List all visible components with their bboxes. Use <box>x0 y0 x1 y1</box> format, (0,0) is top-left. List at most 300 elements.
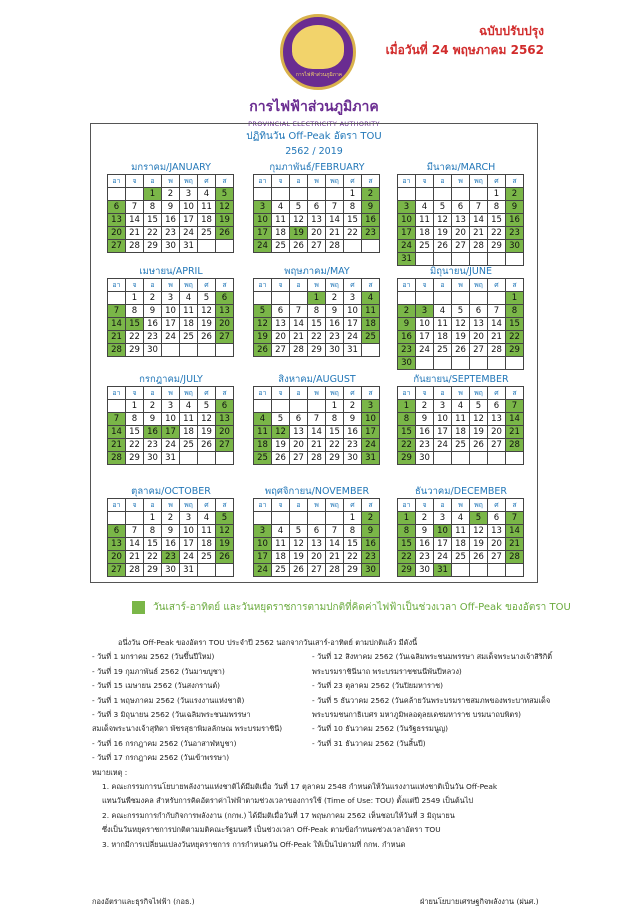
day-cell: 11 <box>452 413 470 426</box>
day-cell-offpeak: 26 <box>254 344 272 357</box>
day-cell-offpeak: 9 <box>398 318 416 331</box>
day-cell: 20 <box>488 538 506 551</box>
day-cell: 4 <box>198 512 216 525</box>
day-cell: 1 <box>344 512 362 525</box>
day-cell: 10 <box>344 305 362 318</box>
day-cell: 29 <box>308 344 326 357</box>
day-cell-empty <box>452 292 470 305</box>
day-cell: 31 <box>180 240 198 253</box>
day-cell: 2 <box>326 292 344 305</box>
day-cell: 25 <box>180 331 198 344</box>
day-cell: 18 <box>416 227 434 240</box>
day-cell: 12 <box>434 214 452 227</box>
month-name: มกราคม/JANUARY <box>131 162 211 173</box>
day-cell-offpeak: 9 <box>362 525 380 538</box>
day-cell-empty <box>216 240 234 253</box>
day-cell-offpeak: 24 <box>398 240 416 253</box>
day-cell: 14 <box>126 538 144 551</box>
day-cell: 5 <box>452 305 470 318</box>
day-cell-offpeak: 27 <box>216 439 234 452</box>
day-cell: 23 <box>144 331 162 344</box>
calendar-box <box>90 123 538 583</box>
day-cell: 14 <box>326 538 344 551</box>
day-cell-offpeak: 11 <box>362 305 380 318</box>
month-name: มิถุนายน/JUNE <box>430 266 492 277</box>
day-cell: 3 <box>180 512 198 525</box>
day-cell: 17 <box>180 538 198 551</box>
day-cell: 18 <box>272 227 290 240</box>
day-cell: 1 <box>126 400 144 413</box>
day-cell-offpeak: 23 <box>398 344 416 357</box>
day-cell-offpeak: 9 <box>506 201 524 214</box>
day-cell-offpeak: 31 <box>362 452 380 465</box>
day-cell: 9 <box>162 201 180 214</box>
day-cell: 18 <box>434 331 452 344</box>
day-cell: 11 <box>198 525 216 538</box>
day-cell-empty <box>488 452 506 465</box>
remarks-list <box>92 780 562 852</box>
day-cell: 29 <box>344 564 362 577</box>
day-cell-empty <box>216 452 234 465</box>
weekday-header: จ <box>272 387 290 400</box>
day-cell: 9 <box>162 525 180 538</box>
day-cell-offpeak: 30 <box>398 357 416 370</box>
day-cell: 1 <box>344 188 362 201</box>
day-cell: 5 <box>434 201 452 214</box>
day-cell: 7 <box>326 201 344 214</box>
day-cell: 26 <box>470 551 488 564</box>
day-cell: 10 <box>434 413 452 426</box>
day-cell: 8 <box>144 201 162 214</box>
day-cell-offpeak: 24 <box>362 439 380 452</box>
day-cell: 15 <box>326 426 344 439</box>
day-cell-empty <box>198 344 216 357</box>
weekday-header: อ <box>434 499 452 512</box>
day-cell: 28 <box>326 240 344 253</box>
day-cell: 26 <box>290 564 308 577</box>
day-cell: 22 <box>344 551 362 564</box>
day-cell-offpeak: 25 <box>362 331 380 344</box>
month-block <box>253 486 381 577</box>
weekday-header: อา <box>254 499 272 512</box>
day-cell-offpeak: 7 <box>108 305 126 318</box>
weekday-header: อา <box>108 387 126 400</box>
weekday-header: พฤ <box>326 279 344 292</box>
legend <box>132 600 571 615</box>
day-cell: 4 <box>452 512 470 525</box>
month-name: สิงหาคม/AUGUST <box>278 374 356 385</box>
weekday-header: พ <box>308 499 326 512</box>
day-cell-offpeak: 21 <box>108 331 126 344</box>
day-cell: 14 <box>326 214 344 227</box>
day-cell: 15 <box>144 538 162 551</box>
weekday-header: อา <box>108 175 126 188</box>
day-cell-offpeak: 6 <box>216 400 234 413</box>
day-cell: 18 <box>198 214 216 227</box>
day-cell: 16 <box>416 426 434 439</box>
weekday-header: จ <box>126 499 144 512</box>
weekday-header: ส <box>362 175 380 188</box>
holiday-item: - วันที่ 1 มกราคม 2562 (วันขึ้นปีใหม่) <box>92 652 215 662</box>
weekday-header: พ <box>308 279 326 292</box>
weekday-header: จ <box>416 387 434 400</box>
weekday-header: อ <box>144 175 162 188</box>
weekday-header: อ <box>290 175 308 188</box>
day-cell-offpeak: 7 <box>506 400 524 413</box>
day-cell: 3 <box>434 512 452 525</box>
day-cell-offpeak: 1 <box>144 188 162 201</box>
weekday-header: พ <box>308 175 326 188</box>
day-cell: 31 <box>180 564 198 577</box>
day-cell: 14 <box>290 318 308 331</box>
day-cell: 6 <box>308 201 326 214</box>
weekday-header: พ <box>452 387 470 400</box>
weekday-header: อ <box>144 279 162 292</box>
day-cell-offpeak: 19 <box>254 331 272 344</box>
holiday-item: - วันที่ 31 ธันวาคม 2562 (วันสิ้นปี) <box>312 738 426 748</box>
day-cell: 28 <box>126 240 144 253</box>
day-cell-offpeak: 27 <box>108 564 126 577</box>
day-cell-offpeak: 7 <box>506 512 524 525</box>
day-cell: 25 <box>416 240 434 253</box>
day-cell: 8 <box>344 525 362 538</box>
day-cell: 1 <box>488 188 506 201</box>
day-cell-offpeak: 18 <box>254 439 272 452</box>
day-cell: 5 <box>198 400 216 413</box>
day-cell: 16 <box>162 214 180 227</box>
holiday-item: พระบรมชนกาธิเบศร มหาภูมิพลอดุลยเดชมหาราช บรมนาถบพิตร) <box>312 710 522 720</box>
day-cell-empty <box>452 564 470 577</box>
day-cell: 8 <box>344 201 362 214</box>
footer-right: ฝ่ายนโยบายเศรษฐกิจพลังงาน (ฝนศ.) <box>420 897 539 906</box>
day-cell: 24 <box>434 439 452 452</box>
weekday-header: ส <box>216 279 234 292</box>
day-cell: 21 <box>326 551 344 564</box>
day-cell-offpeak: 29 <box>506 344 524 357</box>
day-cell: 8 <box>326 413 344 426</box>
day-cell-offpeak: 3 <box>254 201 272 214</box>
day-cell-offpeak: 21 <box>108 439 126 452</box>
day-cell: 4 <box>180 400 198 413</box>
weekday-header: พฤ <box>326 499 344 512</box>
day-cell-offpeak: 23 <box>506 227 524 240</box>
day-cell: 30 <box>162 564 180 577</box>
holiday-item: - วันที่ 10 ธันวาคม 2562 (วันรัฐธรรมนูญ) <box>312 724 449 734</box>
holiday-item: - วันที่ 15 เมษายน 2562 (วันสงกรานต์) <box>92 681 221 691</box>
day-cell: 13 <box>272 318 290 331</box>
day-cell: 10 <box>180 525 198 538</box>
day-cell: 22 <box>326 439 344 452</box>
day-cell: 10 <box>162 305 180 318</box>
day-cell: 17 <box>180 214 198 227</box>
day-cell: 21 <box>126 551 144 564</box>
weekday-header: พฤ <box>326 175 344 188</box>
day-cell: 24 <box>180 227 198 240</box>
month-name: กันยายน/SEPTEMBER <box>413 374 509 385</box>
weekday-header: ศ <box>198 499 216 512</box>
day-cell-offpeak: 15 <box>126 318 144 331</box>
weekday-header: ศ <box>488 499 506 512</box>
day-cell-offpeak: 20 <box>108 551 126 564</box>
day-cell-offpeak: 27 <box>216 331 234 344</box>
day-cell-offpeak: 22 <box>398 439 416 452</box>
day-cell: 12 <box>290 538 308 551</box>
day-cell: 30 <box>416 452 434 465</box>
day-cell: 4 <box>198 188 216 201</box>
month-block <box>253 374 381 465</box>
holiday-item: - วันที่ 17 กรกฎาคม 2562 (วันเข้าพรรษา) <box>92 753 230 763</box>
day-cell-offpeak: 22 <box>398 551 416 564</box>
day-cell-offpeak: 2 <box>506 188 524 201</box>
day-cell: 10 <box>162 413 180 426</box>
day-cell-empty <box>452 188 470 201</box>
day-cell-empty <box>290 512 308 525</box>
day-cell-offpeak: 1 <box>308 292 326 305</box>
day-cell-offpeak: 5 <box>216 188 234 201</box>
day-cell-empty <box>488 253 506 266</box>
weekday-header: ศ <box>198 175 216 188</box>
day-cell: 5 <box>290 201 308 214</box>
day-cell: 8 <box>126 305 144 318</box>
day-cell: 30 <box>326 344 344 357</box>
month-name: พฤษภาคม/MAY <box>284 266 350 277</box>
day-cell: 6 <box>488 512 506 525</box>
month-grid <box>253 498 380 577</box>
day-cell: 16 <box>144 318 162 331</box>
day-cell: 27 <box>290 452 308 465</box>
day-cell: 21 <box>126 227 144 240</box>
day-cell: 16 <box>416 538 434 551</box>
day-cell: 29 <box>126 452 144 465</box>
day-cell-empty <box>254 188 272 201</box>
day-cell-empty <box>108 512 126 525</box>
day-cell: 26 <box>290 240 308 253</box>
calendar-year: 2562 / 2019 <box>285 146 343 157</box>
weekday-header: ส <box>506 279 524 292</box>
day-cell-empty <box>416 188 434 201</box>
day-cell-offpeak: 8 <box>398 413 416 426</box>
day-cell-offpeak: 24 <box>254 564 272 577</box>
day-cell-empty <box>452 452 470 465</box>
weekday-header: ส <box>362 387 380 400</box>
weekday-header: อ <box>144 499 162 512</box>
day-cell-offpeak: 25 <box>254 452 272 465</box>
day-cell-empty <box>398 292 416 305</box>
day-cell-offpeak: 28 <box>506 551 524 564</box>
day-cell: 23 <box>144 439 162 452</box>
day-cell-empty <box>290 292 308 305</box>
day-cell-offpeak: 10 <box>254 214 272 227</box>
day-cell: 22 <box>126 331 144 344</box>
day-cell: 24 <box>416 344 434 357</box>
month-block <box>397 486 525 577</box>
weekday-header: อา <box>254 175 272 188</box>
pea-logo <box>280 14 356 90</box>
day-cell: 18 <box>452 538 470 551</box>
day-cell: 24 <box>344 331 362 344</box>
day-cell-empty <box>180 344 198 357</box>
day-cell: 2 <box>416 512 434 525</box>
day-cell-empty <box>452 253 470 266</box>
day-cell: 5 <box>290 525 308 538</box>
day-cell-offpeak: 12 <box>216 201 234 214</box>
day-cell: 25 <box>452 551 470 564</box>
day-cell-offpeak: 2 <box>362 512 380 525</box>
day-cell: 24 <box>162 439 180 452</box>
day-cell: 6 <box>452 201 470 214</box>
day-cell-offpeak: 10 <box>362 413 380 426</box>
weekday-header: พฤ <box>180 175 198 188</box>
day-cell-offpeak: 21 <box>506 426 524 439</box>
day-cell: 30 <box>344 452 362 465</box>
day-cell-offpeak: 10 <box>434 525 452 538</box>
day-cell-empty <box>506 253 524 266</box>
weekday-header: พ <box>162 387 180 400</box>
day-cell: 25 <box>272 564 290 577</box>
weekday-header: พฤ <box>326 387 344 400</box>
day-cell-offpeak: 17 <box>362 426 380 439</box>
weekday-header: ศ <box>344 175 362 188</box>
weekday-header: พ <box>452 279 470 292</box>
month-block <box>397 162 525 266</box>
day-cell-offpeak: 3 <box>362 400 380 413</box>
day-cell: 27 <box>488 439 506 452</box>
day-cell-offpeak: 6 <box>108 201 126 214</box>
weekday-header: ศ <box>488 279 506 292</box>
day-cell-offpeak: 17 <box>398 227 416 240</box>
day-cell-offpeak: 8 <box>506 305 524 318</box>
day-cell: 5 <box>198 292 216 305</box>
weekday-header: จ <box>416 279 434 292</box>
day-cell-empty <box>272 512 290 525</box>
day-cell: 26 <box>452 344 470 357</box>
weekday-header: พฤ <box>470 499 488 512</box>
day-cell: 30 <box>144 344 162 357</box>
day-cell: 28 <box>470 240 488 253</box>
day-cell: 4 <box>434 305 452 318</box>
day-cell: 2 <box>144 292 162 305</box>
day-cell: 7 <box>290 305 308 318</box>
day-cell: 25 <box>272 240 290 253</box>
weekday-header: พฤ <box>180 499 198 512</box>
day-cell: 13 <box>308 214 326 227</box>
day-cell: 2 <box>162 512 180 525</box>
day-cell: 12 <box>198 305 216 318</box>
day-cell: 21 <box>326 227 344 240</box>
remark-item: ซึ่งเป็นวันหยุดราชการปกติตามมติคณะรัฐมนตรี เป็นช่วงเวลา Off-Peak ตามข้อกำหนดช่วงเวลาอัตรา TOU <box>102 825 441 835</box>
day-cell: 22 <box>144 227 162 240</box>
day-cell: 7 <box>470 201 488 214</box>
weekday-header: จ <box>126 175 144 188</box>
weekday-header: ศ <box>198 387 216 400</box>
day-cell-empty <box>216 344 234 357</box>
day-cell: 28 <box>290 344 308 357</box>
day-cell-offpeak: 23 <box>362 227 380 240</box>
day-cell: 12 <box>198 413 216 426</box>
day-cell: 25 <box>434 344 452 357</box>
day-cell: 7 <box>308 413 326 426</box>
day-cell: 15 <box>308 318 326 331</box>
day-cell: 17 <box>434 426 452 439</box>
day-cell: 21 <box>488 331 506 344</box>
weekday-header: อา <box>398 279 416 292</box>
month-grid <box>107 498 234 577</box>
weekday-header: พ <box>452 499 470 512</box>
month-grid <box>397 386 524 465</box>
day-cell: 16 <box>344 426 362 439</box>
weekday-header: พ <box>308 387 326 400</box>
day-cell: 20 <box>290 439 308 452</box>
day-cell: 9 <box>344 413 362 426</box>
day-cell: 15 <box>344 214 362 227</box>
day-cell: 26 <box>470 439 488 452</box>
day-cell: 13 <box>290 426 308 439</box>
day-cell: 30 <box>416 564 434 577</box>
day-cell: 6 <box>272 305 290 318</box>
day-cell: 14 <box>126 214 144 227</box>
day-cell: 15 <box>488 214 506 227</box>
day-cell: 15 <box>144 214 162 227</box>
day-cell-offpeak: 16 <box>506 214 524 227</box>
day-cell: 8 <box>308 305 326 318</box>
day-cell: 3 <box>180 188 198 201</box>
day-cell-offpeak: 6 <box>216 292 234 305</box>
day-cell-empty <box>416 253 434 266</box>
weekday-header: จ <box>272 175 290 188</box>
day-cell-empty <box>308 188 326 201</box>
month-name: ตุลาคม/OCTOBER <box>131 486 211 497</box>
day-cell: 17 <box>416 331 434 344</box>
weekday-header: ศ <box>488 175 506 188</box>
day-cell: 22 <box>308 331 326 344</box>
day-cell: 16 <box>326 318 344 331</box>
day-cell-empty <box>162 344 180 357</box>
day-cell: 25 <box>198 227 216 240</box>
day-cell-offpeak: 10 <box>398 214 416 227</box>
day-cell: 9 <box>326 305 344 318</box>
holiday-columns <box>92 650 562 765</box>
day-cell-offpeak: 21 <box>506 538 524 551</box>
day-cell-offpeak: 2 <box>362 188 380 201</box>
day-cell-offpeak: 6 <box>108 525 126 538</box>
day-cell-empty <box>108 400 126 413</box>
day-cell: 11 <box>452 525 470 538</box>
day-cell-empty <box>362 240 380 253</box>
day-cell-offpeak: 13 <box>108 538 126 551</box>
day-cell: 4 <box>180 292 198 305</box>
day-cell-offpeak: 14 <box>108 426 126 439</box>
day-cell: 19 <box>198 318 216 331</box>
month-grid <box>107 174 234 253</box>
day-cell: 11 <box>180 305 198 318</box>
day-cell-offpeak: 13 <box>216 413 234 426</box>
weekday-header: พฤ <box>470 387 488 400</box>
month-block <box>107 266 235 357</box>
day-cell: 21 <box>290 331 308 344</box>
day-cell: 12 <box>290 214 308 227</box>
day-cell-empty <box>470 292 488 305</box>
day-cell: 1 <box>126 292 144 305</box>
holidays-right <box>312 650 562 765</box>
day-cell-offpeak: 31 <box>434 564 452 577</box>
remark-item: แทนวันพืชมงคล สำหรับการคิดอัตราค่าไฟฟ้าตามช่วงเวลาของการใช้ (Time of Use: TOU) ตั้งแต่ปี 2549 เป็นต้นไป <box>102 796 474 806</box>
day-cell: 19 <box>470 538 488 551</box>
day-cell-offpeak: 8 <box>398 525 416 538</box>
day-cell: 31 <box>162 452 180 465</box>
weekday-header: ส <box>216 387 234 400</box>
day-cell: 14 <box>308 426 326 439</box>
day-cell-offpeak: 26 <box>216 551 234 564</box>
